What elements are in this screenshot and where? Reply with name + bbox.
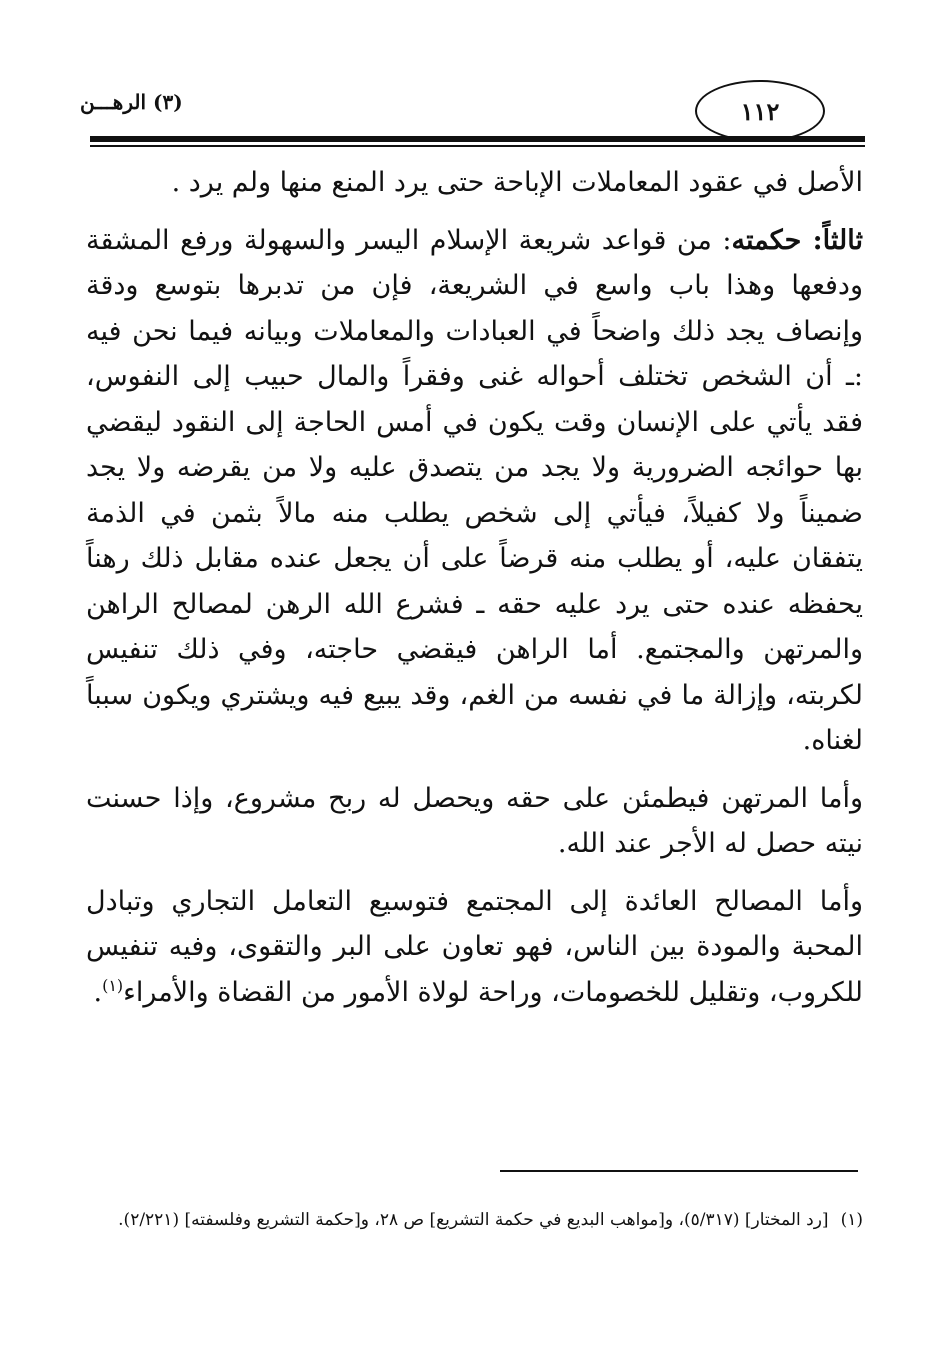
footnote <box>86 1205 863 1236</box>
paragraph-3: وأما المرتهن فيطمئن على حقه ويحصل له ربح مشروع، وإذا حسنت نيته حصل له الأجر عند الله. <box>86 782 863 859</box>
footnote-reference[interactable]: (١) <box>102 975 124 995</box>
footnote-number: (١) <box>840 1210 863 1230</box>
paragraph-1: الأصل في عقود المعاملات الإباحة حتى يرد المنع منها ولم يرد . <box>171 167 863 198</box>
paragraph-2-text: : من قواعد شريعة الإسلام اليسر والسهولة ورفع المشقة ودفعها وهذا باب واسع في الشريعة، فإن من تدبرها بتوسع ودقة وإنصاف يجد ذلك واضحاً في العبادات والمعاملات وبيانه فيما نحن فيه :ـ أن الشخص تختلف أحواله غنى وفقراً والمال حبيب إلى النفوس، فقد يأتي على الإنسان وقت يكون في أمس الحاجة إلى النقود ليقضي بها حوائجه الضرورية ولا يجد من يتصدق عليه ولا من يقرضه ولا يجد ضميناً ولا كفيلاً، فيأتي إلى شخص يطلب منه مالاً بثمن في الذمة يتفقان عليه، أو يطلب منه قرضاً على أن يجعل عنده مقابل ذلك رهناً يحفظه عنده حتى يرد عليه حقه ـ فشرع الله الرهن لمصالح الراهن والمرتهن والمجتمع. أما الراهن فيقضي حاجته، وفي ذلك تنفيس لكربته، وإزالة ما في نفسه من الغم، وقد يبيع فيه ويشتري ويكون سبباً لغناه. <box>86 224 863 756</box>
header-divider-thin <box>90 145 865 147</box>
paragraph-2 <box>86 218 863 764</box>
header-divider-thick <box>90 136 865 142</box>
paragraph-4-text: وأما المصالح العائدة إلى المجتمع فتوسيع التعامل التجاري وتبادل المحبة والمودة بين الناس، فهو تعاون على البر والتقوى، وفيه تنفيس للكروب، وتقليل للخصومات، وراحة لولاة الأمور من القضاة والأمراء <box>86 885 863 1008</box>
section-heading: ثالثاً: حكمته <box>731 224 863 256</box>
main-text <box>86 160 863 1015</box>
page-number-badge <box>695 80 825 142</box>
paragraph-4 <box>86 879 863 1016</box>
footnote-text: [رد المختار] (٥/٣١٧)، و[مواهب البديع في حكمة التشريع] ص ٢٨، و[حكمة التشريع وفلسفته] (٢/٢٢١). <box>118 1210 829 1230</box>
chapter-title: (٣) الرهـــن <box>80 90 183 114</box>
page-number: ١١٢ <box>740 96 780 126</box>
paragraph-4-end: . <box>93 976 103 1008</box>
footnote-divider <box>500 1170 858 1172</box>
